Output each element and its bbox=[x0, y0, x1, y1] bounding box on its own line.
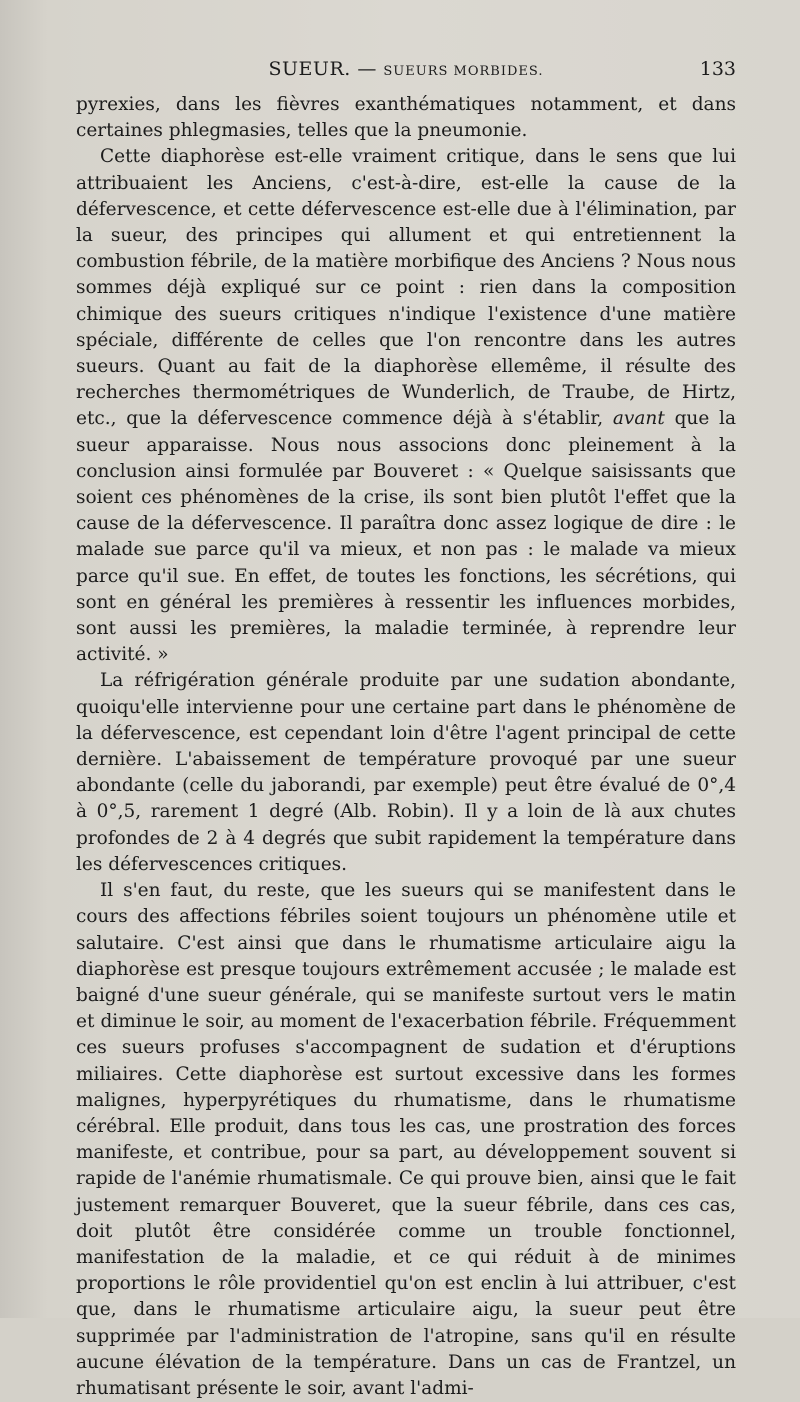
running-title bbox=[76, 58, 736, 80]
paragraph-2-emphasis: avant bbox=[612, 408, 665, 430]
running-title-subtitle: SUEURS MORBIDES. bbox=[383, 64, 544, 79]
body-text bbox=[76, 92, 736, 1402]
paragraph-4: Il s'en faut, du reste, que les sueurs qui se manifestent dans le cours des affections fébriles soient toujours un phénomène utile et salutaire. C'est ainsi que dans le rhumatisme articulaire aigu la diaphorèse est presque toujours extrêmement accusée ; le malade est baigné d'une sueur générale, qui se manifeste surtout vers le matin et diminue le soir, au moment de l'exacerbation fébrile. Fréquemment ces sueurs profuses s'accompagnent de sudation et d'éruptions miliaires. Cette diaphorèse est surtout excessive dans les formes malignes, hyperpyrétiques du rhumatisme, dans le rhumatisme cérébral. Elle produit, dans tous les cas, une prostration des forces manifeste, et contribue, pour sa part, au développement souvent si rapide de l'anémie rhumatismale. Ce qui prouve bien, ainsi que le fait justement remarquer Bouveret, que la sueur fébrile, dans ces cas, doit plutôt être considérée comme un trouble fonctionnel, manifestation de la maladie, et ce qui réduit à de minimes proportions le rôle providentiel qu'on est enclin à lui attribuer, c'est que, dans le rhumatisme articulaire aigu, la sueur peut être supprimée par l'administration de l'atropine, sans qu'il en résulte aucune élévation de la température. Dans un cas de Frantzel, un rhumatisant présente le soir, avant l'admi- bbox=[76, 880, 736, 1399]
running-title-dash: — bbox=[357, 58, 377, 80]
paragraph-2 bbox=[76, 144, 736, 668]
paragraph-2-part-2: que la sueur apparaisse. Nous nous associons donc pleinement à la conclusion ainsi formulée par Bouveret : « Quelque saisissants que soient ces phénomènes de la crise, ils sont bien plutôt l'effet que la cause de la défervescence. Il paraîtra donc assez logique de dire : le malade sue parce qu'il va mieux, et non pas : le malade va mieux parce qu'il sue. En effet, de toutes les fonctions, les sécrétions, qui sont en général les premières à ressentir les influences morbides, sont aussi les premières, la maladie terminée, à reprendre leur activité. » bbox=[76, 408, 736, 666]
page-header bbox=[76, 58, 736, 88]
paragraph-3: La réfrigération générale produite par une sudation abondante, quoiqu'elle intervienne pour une certaine part dans le phénomène de la défervescence, est cependant loin d'être l'agent principal de cette dernière. L'abaissement de température provoqué par une sueur abondante (celle du jaborandi, par exemple) peut être évalué de 0°,4 à 0°,5, rarement 1 degré (Alb. Robin). Il y a loin de là aux chutes profondes de 2 à 4 degrés que subit rapidement la température dans les défervescences critiques. bbox=[76, 670, 736, 875]
page-number: 133 bbox=[699, 58, 736, 80]
paragraph-1: pyrexies, dans les fièvres exanthématiques notamment, et dans certaines phlegmasies, telles que la pneumonie. bbox=[76, 94, 736, 142]
paragraph-2-part-1: Cette diaphorèse est-elle vraiment critique, dans le sens que lui attribuaient les Anciens, c'est-à-dire, est-elle la cause de la défervescence, et cette défervescence est-elle due à l'élimination, par la sueur, des principes qui allument et qui entretiennent la combustion fébrile, de la matière morbifique des Anciens ? Nous nous sommes déjà expliqué sur ce point : rien dans la composition chimique des sueurs critiques n'indique l'existence d'une matière spéciale, différente de celles que l'on rencontre dans les autres sueurs. Quant au fait de la diaphorèse ellemême, il résulte des recherches thermométriques de Wunderlich, de Traube, de Hirtz, etc., que la défervescence commence déjà à s'établir, bbox=[76, 146, 736, 430]
running-title-main: SUEUR. bbox=[268, 58, 351, 80]
